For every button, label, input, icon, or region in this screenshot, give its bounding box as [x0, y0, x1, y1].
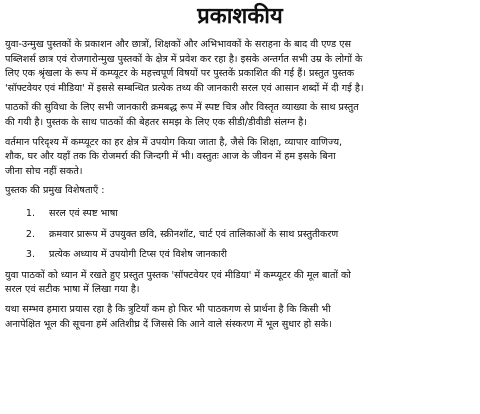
list-item-text: क्रमवार प्रारूप में उपयुक्त छवि, स्क्रीनशॉट, चार्ट एवं तालिकाओं के साथ प्रस्तुतीकरण — [49, 228, 339, 240]
page-title: प्रकाशकीय — [197, 4, 283, 29]
text-line: सरल एवं सटीक भाषा में लिखा गया है। — [5, 284, 140, 296]
list-item-text: सरल एवं स्पष्ट भाषा — [49, 207, 118, 219]
text-line: वर्तमान परिदृश्य में कम्प्यूटर का हर क्षेत्र में उपयोग किया जाता है, जैसे कि शिक्षा, व्यापार वाणिज्य, — [5, 136, 343, 148]
request-paragraph — [5, 303, 475, 332]
text-line: पाठकों की सुविधा के लिए सभी जानकारी क्रमबद्ध रूप में स्पष्ट चित्र और विस्तृत व्याख्या के साथ प्रस्तुत — [5, 102, 359, 114]
features-list — [5, 207, 475, 263]
list-item — [5, 228, 475, 243]
text-line: 'सॉफ्टवेयर एवं मीडिया' में इससे सम्बन्धित प्रत्येक तथ्य की जानकारी सरल एवं आसान शब्दों में दी गई है। — [5, 82, 364, 94]
text-line: यथा सम्भव हमारा प्रयास रहा है कि त्रुटियाँ कम हो फिर भी पाठकगण से प्रार्थना है कि किसी भी — [5, 303, 331, 315]
intro-paragraph — [5, 38, 475, 96]
text-line: शौक, घर और यहाँ तक कि रोजमर्रा की जिन्दगी में भी। वस्तुतः आज के जीवन में हम इसके बिना — [5, 151, 336, 163]
features-heading: पुस्तक की प्रमुख विशेषताएँ : — [5, 185, 105, 197]
list-item — [5, 248, 475, 263]
text-line: पब्लिशर्स छात्र एवं रोजगारोन्मुख पुस्तकों के क्षेत्र में प्रवेश कर रहा है। इसके अन्तर्गत सभी उम्र के लोगों के — [5, 53, 363, 65]
text-line: जीना सोच नहीं सकते। — [5, 165, 83, 177]
text-line: लिए एक श्रृंखला के रूप में कम्प्यूटर के महत्त्वपूर्ण विषयों पर पुस्तकें प्रकाशित की गई हैं। प्रस्तुत पुस्तक — [5, 68, 355, 80]
list-item-number: 2. — [25, 228, 35, 240]
text-line: अनापेक्षित भूल की सूचना हमें अतिशीघ्र दें जिससे कि आने वाले संस्करण में भूल सुधार हो सके। — [5, 318, 332, 330]
current-scenario-paragraph — [5, 136, 475, 180]
list-item — [5, 207, 475, 222]
list-item-number: 1. — [25, 207, 35, 219]
list-item-text: प्रत्येक अध्याय में उपयोगी टिप्स एवं विशेष जानकारी — [49, 249, 227, 261]
list-item-number: 3. — [25, 249, 35, 261]
text-line: युवा पाठकों को ध्यान में रखते हुए प्रस्तुत पुस्तक 'सॉफ्टवेयर एवं मीडिया' में कम्प्यूटर की मूल बातों को — [5, 269, 351, 281]
text-line: युवा-उन्मुख पुस्तकों के प्रकाशन और छात्रों, शिक्षकों और अभिभावकों के सराहना के बाद वी एण्ड एस — [5, 39, 351, 50]
text-line: की गयी है। पुस्तक के साथ पाठकों की बेहतर समझ के लिए एक सीडी/डीवीडी संलग्न है। — [5, 116, 307, 128]
young-readers-paragraph — [5, 269, 475, 298]
reader-convenience-paragraph — [5, 101, 475, 130]
